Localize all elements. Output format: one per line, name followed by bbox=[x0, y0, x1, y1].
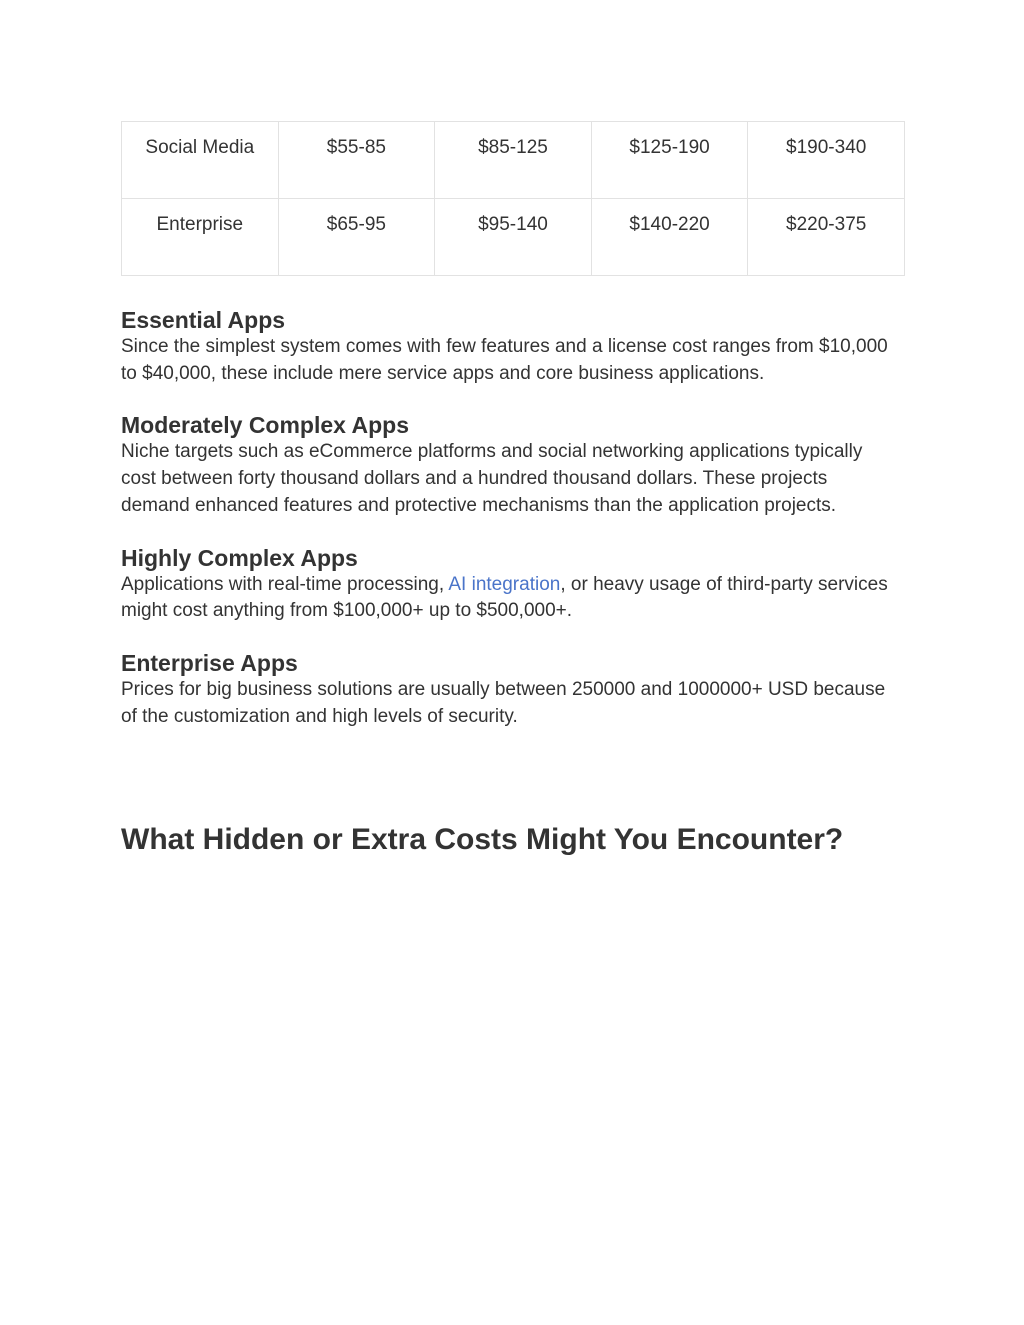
table-cell-price: $140-220 bbox=[591, 199, 748, 276]
table-row bbox=[122, 199, 905, 276]
section-moderately-complex-apps bbox=[121, 411, 891, 519]
section-enterprise-apps bbox=[121, 649, 891, 730]
section-heading: Moderately Complex Apps bbox=[121, 412, 409, 439]
section-body bbox=[121, 572, 891, 625]
table-cell-price: $220-375 bbox=[748, 199, 905, 276]
section-essential-apps bbox=[121, 306, 891, 387]
table-cell-price: $85-125 bbox=[435, 122, 592, 199]
table-row bbox=[122, 122, 905, 199]
section-body: Niche targets such as eCommerce platforms and social networking applications typically cost between forty thousand dollars and a hundred thousand dollars. These projects demand enhanced features and protective mechanisms than the application projects. bbox=[121, 441, 863, 516]
section-body: Since the simplest system comes with few features and a license cost ranges from $10,000 to $40,000, these include mere service apps and core business applications. bbox=[121, 336, 888, 384]
body-text-before-link: Applications with real-time processing, bbox=[121, 573, 449, 595]
table-cell-price: $190-340 bbox=[748, 122, 905, 199]
section-highly-complex-apps bbox=[121, 544, 891, 625]
main-heading: What Hidden or Extra Costs Might You Encounter? bbox=[121, 823, 844, 856]
table-cell-price: $65-95 bbox=[278, 199, 435, 276]
table-cell-price: $125-190 bbox=[591, 122, 748, 199]
table-cell-category: Social Media bbox=[122, 122, 279, 199]
pricing-table bbox=[121, 121, 905, 276]
article-content bbox=[121, 306, 891, 754]
section-heading: Highly Complex Apps bbox=[121, 544, 358, 571]
section-body: Prices for big business solutions are usually between 250000 and 1000000+ USD because of the customization and high levels of security. bbox=[121, 678, 886, 727]
body-text-after-link: , or heavy usage of third-party services might cost anything from $100,000+ up to $500,000+. bbox=[121, 573, 888, 622]
table-cell-price: $95-140 bbox=[435, 199, 592, 276]
section-heading: Essential Apps bbox=[121, 307, 286, 333]
ai-integration-link[interactable]: AI integration bbox=[448, 573, 561, 595]
section-heading: Enterprise Apps bbox=[121, 649, 298, 676]
table-cell-price: $55-85 bbox=[278, 122, 435, 199]
table-cell-category: Enterprise bbox=[122, 199, 279, 276]
